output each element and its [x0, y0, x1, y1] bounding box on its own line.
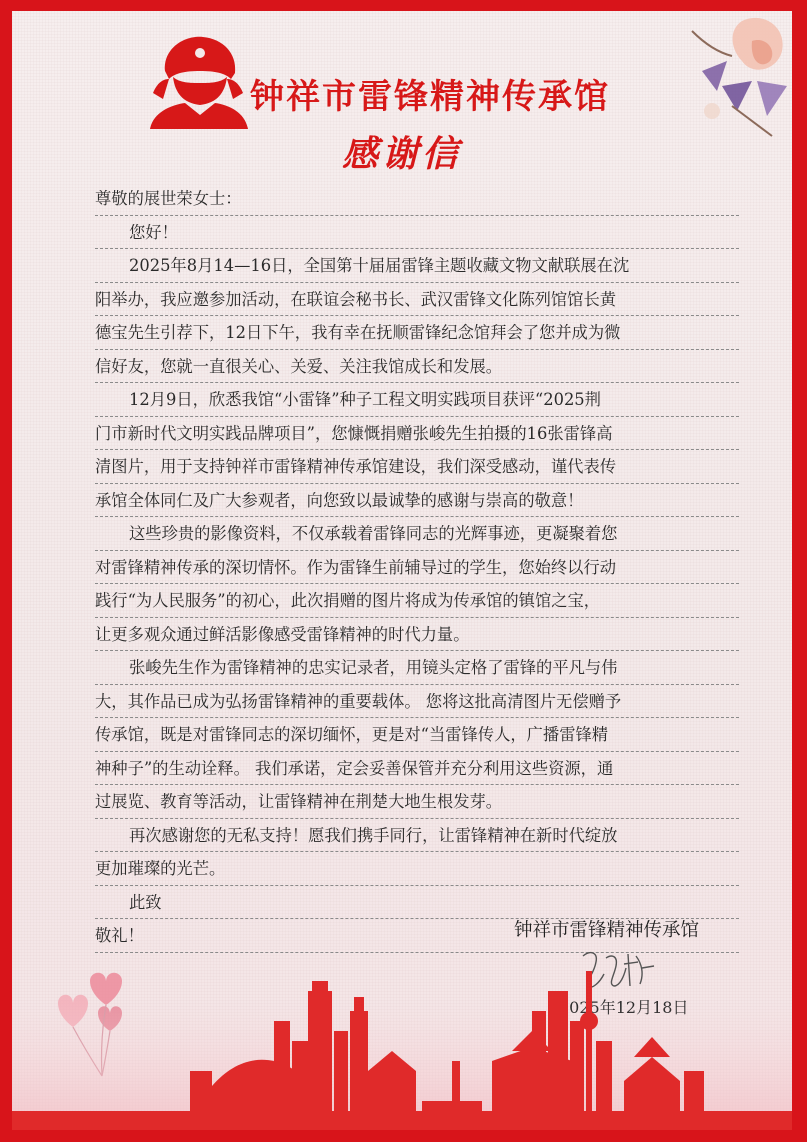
body-line: 清图片，用于支持钟祥市雷锋精神传承馆建设，我们深受感动，谨代表传	[95, 450, 739, 484]
leifeng-portrait-logo-icon	[145, 33, 251, 129]
body-line: 更加璀璨的光芒。	[95, 852, 739, 886]
closing-line: 敬礼！	[95, 919, 739, 953]
city-skyline-icon	[12, 961, 792, 1130]
body-line: 让更多观众通过鲜活影像感受雷锋精神的时代力量。	[95, 618, 739, 652]
letter-paper	[12, 11, 792, 1130]
body-line: 门市新时代文明实践品牌项目”，您慷慨捐赠张峻先生拍摄的16张雷锋高	[95, 417, 739, 451]
body-line: 德宝先生引荐下，12日下午，我有幸在抚顺雷锋纪念馆拜会了您并成为微	[95, 316, 739, 350]
body-line: 阳举办，我应邀参加活动，在联谊会秘书长、武汉雷锋文化陈列馆馆长黄	[95, 283, 739, 317]
body-line: 这些珍贵的影像资料，不仅承载着雷锋同志的光辉事迹，更凝聚着您	[95, 517, 739, 551]
letter-body	[95, 182, 739, 953]
body-line: 对雷锋精神传承的深切情怀。作为雷锋生前辅导过的学生，您始终以行动	[95, 551, 739, 585]
body-line: 张峻先生作为雷锋精神的忠实记录者，用镜头定格了雷锋的平凡与伟	[95, 651, 739, 685]
flower-decoration-icon	[682, 11, 792, 141]
body-line: 再次感谢您的无私支持！愿我们携手同行，让雷锋精神在新时代绽放	[95, 819, 739, 853]
body-line: 信好友，您就一直很关心、关爱、关注我馆成长和发展。	[95, 350, 739, 384]
body-line: 神种子”的生动诠释。 我们承诺，定会妥善保管并充分利用这些资源，通	[95, 752, 739, 786]
closing-line: 此致	[95, 886, 739, 920]
body-line: 大，其作品已成为弘扬雷锋精神的重要载体。 您将这批高清图片无偿赠予	[95, 685, 739, 719]
body-line: 传承馆，既是对雷锋同志的深切缅怀，更是对“当雷锋传人，广播雷锋精	[95, 718, 739, 752]
body-line: 过展览、教育等活动，让雷锋精神在荆楚大地生根发芽。	[95, 785, 739, 819]
salutation-line: 尊敬的展世荣女士：	[95, 182, 739, 216]
signature-org: 钟祥市雷锋精神传承馆	[514, 920, 700, 941]
body-line: 12月9日，欣悉我馆“小雷锋”种子工程文明实践项目获评“2025荆	[95, 383, 739, 417]
org-title: 钟祥市雷锋精神传承馆	[250, 77, 610, 117]
body-line: 您好！	[95, 216, 739, 250]
body-line: 践行“为人民服务”的初心，此次捐赠的图片将成为传承馆的镇馆之宝，	[95, 584, 739, 618]
body-line: 2025年8月14—16日，全国第十届届雷锋主题收藏文物文献联展在沈	[95, 249, 739, 283]
body-line: 承馆全体同仁及广大参观者，向您致以最诚挚的感谢与崇高的敬意！	[95, 484, 739, 518]
letter-title: 感谢信	[342, 133, 463, 175]
